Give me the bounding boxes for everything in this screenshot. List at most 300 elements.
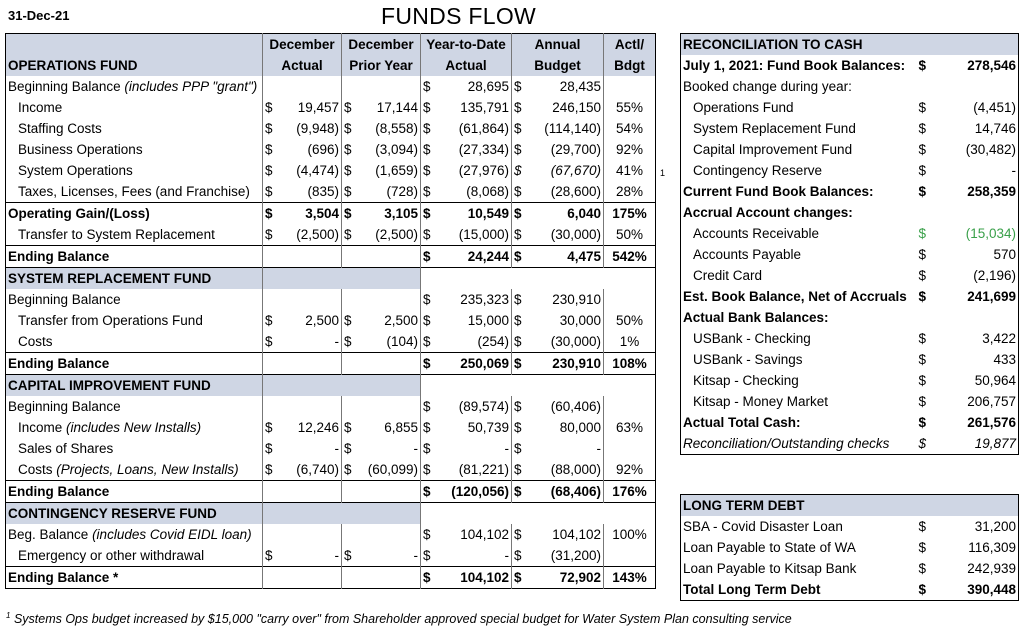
currency-sign: $ (344, 313, 352, 328)
value-cell (263, 160, 342, 181)
currency-sign: $ (514, 441, 522, 456)
row-label: Current Fund Book Balances: (683, 184, 874, 199)
table-row (681, 433, 1019, 455)
table-row (681, 412, 1019, 433)
value-cell (263, 331, 342, 353)
amount: 28,695 (467, 79, 509, 94)
row-label-text: Beginning Balance (8, 79, 125, 94)
table-row (6, 331, 656, 353)
amount: 246,150 (552, 100, 601, 115)
table-row (6, 459, 656, 481)
currency-sign: $ (918, 163, 927, 178)
amount: - (334, 334, 339, 349)
currency-sign: $ (918, 247, 927, 262)
amount: 230,910 (552, 292, 601, 307)
value-cell (263, 289, 342, 310)
currency-sign: $ (918, 58, 927, 73)
amount: 242,939 (967, 561, 1017, 576)
table-row (6, 289, 656, 310)
header-blank (6, 34, 263, 56)
section-blank (263, 375, 421, 397)
currency-sign: $ (423, 420, 431, 435)
amount (941, 307, 1019, 328)
pct-cell: 143% (604, 567, 656, 589)
row-label: Actual Total Cash: (683, 415, 801, 430)
row-label: SBA - Covid Disaster Loan (683, 519, 843, 534)
footnote-text: Systems Ops budget increased by $15,000 "carry over" from Shareholder approved special budget for Water System Plan consulting service (13, 612, 792, 627)
row-label: Credit Card (693, 268, 763, 283)
currency-sign: $ (265, 121, 273, 136)
amount: 116,309 (968, 540, 1017, 555)
currency-sign: $ (918, 226, 927, 241)
pct-cell: 50% (604, 310, 656, 331)
amount: (8,558) (375, 121, 418, 136)
currency-sign (917, 202, 941, 223)
value-cell (263, 481, 342, 503)
currency-sign: $ (423, 100, 431, 115)
row-label: Accounts Payable (693, 247, 802, 262)
amount: 6,040 (567, 206, 601, 221)
currency-sign: $ (423, 184, 431, 199)
amount: 2,500 (384, 313, 418, 328)
pct-cell (604, 289, 656, 310)
row-label-text: Ending Balance * (8, 570, 119, 585)
currency-sign: $ (514, 527, 522, 542)
amount: (2,500) (375, 227, 418, 242)
value-cell (421, 118, 512, 139)
value-cell (512, 438, 604, 459)
value-cell (421, 289, 512, 310)
row-label-text: Transfer from Operations Fund (18, 313, 203, 328)
row-label-text: System Operations (18, 163, 133, 178)
currency-sign: $ (918, 394, 927, 409)
value-cell (263, 203, 342, 225)
value-cell (421, 438, 512, 459)
amount: 135,791 (460, 100, 509, 115)
value-cell (342, 353, 421, 375)
currency-sign: $ (423, 206, 431, 221)
amount: (30,000) (550, 334, 601, 349)
currency-sign: $ (423, 462, 431, 477)
value-cell (263, 524, 342, 545)
value-cell (342, 459, 421, 481)
pct-cell: 108% (604, 353, 656, 375)
row-label: USBank - Savings (693, 352, 803, 367)
amount: - (596, 441, 601, 456)
pct-cell: 1% (604, 331, 656, 353)
section-blank (421, 375, 656, 397)
value-cell (342, 545, 421, 567)
amount: (8,068) (466, 184, 509, 199)
table-row (6, 181, 656, 203)
value-cell (342, 160, 421, 181)
row-label (6, 481, 263, 503)
row-label-text: Ending Balance (8, 484, 110, 499)
value-cell (421, 76, 512, 97)
amount: - (334, 548, 339, 563)
currency-sign: $ (344, 121, 352, 136)
table-row (681, 328, 1019, 349)
value-cell (342, 396, 421, 417)
row-label: Kitsap - Checking (693, 373, 799, 388)
section-blank (263, 503, 421, 525)
amount: (254) (477, 334, 509, 349)
value-cell (421, 481, 512, 503)
amount: (30,482) (965, 142, 1017, 157)
footnote-sup: 1 (6, 611, 11, 620)
row-label (6, 246, 263, 268)
value-cell (512, 459, 604, 481)
header-row-1 (6, 34, 656, 56)
currency-sign: $ (918, 352, 927, 367)
amount: (89,574) (458, 399, 509, 414)
col-header-bottom-3: Budget (512, 55, 604, 76)
amount: (104) (386, 334, 418, 349)
capital-section-header (6, 375, 656, 397)
amount: 17,144 (376, 100, 418, 115)
amount: (27,334) (458, 142, 509, 157)
value-cell (342, 76, 421, 97)
value-cell (263, 139, 342, 160)
amount: 12,246 (297, 420, 339, 435)
replacement-section-header (6, 268, 656, 290)
amount: 390,448 (967, 582, 1017, 597)
currency-sign: $ (514, 356, 522, 371)
currency-sign: $ (344, 142, 352, 157)
table-row (681, 202, 1019, 223)
currency-sign: $ (514, 334, 522, 349)
currency-sign: $ (514, 462, 522, 477)
row-label: Est. Book Balance, Net of Accruals (683, 289, 907, 304)
row-label: Actual Bank Balances: (683, 310, 829, 325)
section-blank (263, 268, 421, 290)
value-cell (342, 331, 421, 353)
amount: (61,864) (458, 121, 509, 136)
table-row (6, 438, 656, 459)
table-row (681, 391, 1019, 412)
amount: 278,546 (967, 58, 1017, 73)
amount: (15,000) (458, 227, 509, 242)
row-label-text: Staffing Costs (18, 121, 102, 136)
amount: - (504, 548, 509, 563)
amount: (67,670) (550, 163, 601, 178)
value-cell (421, 331, 512, 353)
col-header-top-0: December (263, 34, 342, 56)
value-cell (263, 396, 342, 417)
section-blank (421, 503, 656, 525)
amount: 3,105 (384, 206, 418, 221)
amount: 30,000 (559, 313, 601, 328)
col-header-bottom-1: Prior Year (342, 55, 421, 76)
value-cell (512, 331, 604, 353)
amount: (29,700) (550, 142, 601, 157)
pct-cell: 92% (604, 459, 656, 481)
contingency-section-title: CONTINGENCY RESERVE FUND (6, 503, 263, 525)
col-header-bottom-0: Actual (263, 55, 342, 76)
value-cell (512, 76, 604, 97)
amount: 570 (993, 247, 1017, 262)
table-row (681, 97, 1019, 118)
row-label (6, 524, 263, 545)
row-label: July 1, 2021: Fund Book Balances: (683, 58, 906, 73)
currency-sign: $ (514, 206, 522, 221)
pct-cell: 176% (604, 481, 656, 503)
table-row (681, 76, 1019, 97)
value-cell (421, 396, 512, 417)
report-title: FUNDS FLOW (381, 3, 537, 29)
table-row (6, 417, 656, 438)
pct-cell: 175% (604, 203, 656, 225)
section-blank (421, 268, 656, 290)
amount: 15,000 (467, 313, 509, 328)
amount: 24,244 (467, 249, 509, 264)
row-label (6, 203, 263, 225)
amount: (15,034) (965, 226, 1017, 241)
value-cell (421, 353, 512, 375)
amount: 241,699 (967, 289, 1017, 304)
value-cell (421, 181, 512, 203)
currency-sign: $ (514, 313, 522, 328)
col-header-bottom-2: Actual (421, 55, 512, 76)
currency-sign: $ (423, 249, 431, 264)
amount: 6,855 (384, 420, 418, 435)
value-cell (421, 97, 512, 118)
amount: 50,964 (974, 373, 1017, 388)
amount: (728) (386, 184, 418, 199)
currency-sign: $ (265, 548, 273, 563)
row-label-text: Costs (18, 462, 57, 477)
currency-sign: $ (514, 184, 522, 199)
amount: 104,102 (460, 570, 509, 585)
value-cell (263, 417, 342, 438)
value-cell (342, 481, 421, 503)
row-label: Kitsap - Money Market (693, 394, 829, 409)
currency-sign: $ (514, 292, 522, 307)
amount: 250,069 (460, 356, 509, 371)
amount: 2,500 (305, 313, 339, 328)
amount: (4,451) (973, 100, 1017, 115)
value-cell (512, 310, 604, 331)
currency-sign: $ (918, 289, 927, 304)
row-label: Capital Improvement Fund (693, 142, 853, 157)
value-cell (512, 246, 604, 268)
currency-sign: $ (423, 292, 431, 307)
pct-cell: 55% (604, 97, 656, 118)
amount: (120,056) (451, 484, 509, 499)
currency-sign: $ (344, 462, 352, 477)
value-cell (512, 160, 604, 181)
currency-sign (917, 307, 941, 328)
table-row (6, 160, 656, 181)
table-row (681, 370, 1019, 391)
value-cell (512, 396, 604, 417)
value-cell (512, 139, 604, 160)
value-cell (421, 224, 512, 246)
debt-title: LONG TERM DEBT (681, 495, 1019, 517)
currency-sign: $ (344, 163, 352, 178)
row-label: Loan Payable to Kitsap Bank (683, 561, 857, 576)
value-cell (421, 139, 512, 160)
value-cell (342, 289, 421, 310)
amount: (68,406) (550, 484, 601, 499)
table-row (6, 224, 656, 246)
amount: 50,739 (467, 420, 509, 435)
table-row (681, 558, 1019, 579)
amount: 261,576 (967, 415, 1017, 430)
table-row (681, 139, 1019, 160)
value-cell (342, 524, 421, 545)
row-label-text: Taxes, Licenses, Fees (and Franchise) (18, 184, 250, 199)
currency-sign: $ (423, 484, 431, 499)
amount: 235,323 (460, 292, 509, 307)
currency-sign: $ (514, 121, 522, 136)
table-row (6, 139, 656, 160)
row-label (6, 139, 263, 160)
value-cell (512, 524, 604, 545)
value-cell (421, 160, 512, 181)
amount: 19,877 (974, 436, 1017, 451)
row-label-note: (Projects, Loans, New Installs) (56, 462, 239, 477)
pct-cell: 542% (604, 246, 656, 268)
value-cell (342, 118, 421, 139)
replacement-section-title: SYSTEM REPLACEMENT FUND (6, 268, 263, 290)
amount (941, 202, 1019, 223)
value-cell (263, 567, 342, 589)
currency-sign: $ (423, 570, 431, 585)
pct-cell: 54% (604, 118, 656, 139)
currency-sign: $ (918, 582, 927, 597)
currency-sign: $ (423, 399, 431, 414)
pct-cell (604, 438, 656, 459)
currency-sign: $ (918, 184, 927, 199)
pct-cell: 100% (604, 524, 656, 545)
currency-sign: $ (918, 331, 927, 346)
currency-sign: $ (344, 441, 352, 456)
value-cell (342, 203, 421, 225)
value-cell (512, 203, 604, 225)
table-row (681, 55, 1019, 76)
value-cell (263, 438, 342, 459)
amount: 206,757 (967, 394, 1017, 409)
currency-sign: $ (344, 420, 352, 435)
value-cell (421, 417, 512, 438)
currency-sign: $ (918, 142, 927, 157)
col-header-bottom-4: Bdgt (604, 55, 656, 76)
currency-sign: $ (423, 121, 431, 136)
row-label-text: Costs (18, 334, 53, 349)
table-row (6, 524, 656, 545)
capital-section-title: CAPITAL IMPROVEMENT FUND (6, 375, 263, 397)
amount: (30,000) (550, 227, 601, 242)
row-label (6, 76, 263, 97)
value-cell (342, 438, 421, 459)
table-row (6, 203, 656, 225)
amount: 104,102 (552, 527, 601, 542)
operations-section-header (6, 55, 656, 76)
reconciliation-header (681, 34, 1019, 56)
amount: (6,740) (296, 462, 339, 477)
amount: - (1011, 163, 1017, 178)
value-cell (421, 459, 512, 481)
value-cell (342, 224, 421, 246)
value-cell (512, 224, 604, 246)
currency-sign: $ (918, 561, 927, 576)
row-label (6, 181, 263, 203)
table-row (6, 310, 656, 331)
table-row (6, 545, 656, 567)
table-row (681, 537, 1019, 558)
currency-sign: $ (423, 356, 431, 371)
pct-cell: 92% (604, 139, 656, 160)
amount: (60,406) (550, 399, 601, 414)
value-cell (421, 310, 512, 331)
currency-sign: $ (344, 548, 352, 563)
value-cell (512, 97, 604, 118)
value-cell (421, 203, 512, 225)
table-row (681, 349, 1019, 370)
amount: (60,099) (367, 462, 418, 477)
operations-section-title: OPERATIONS FUND (6, 55, 263, 76)
row-label-text: Sales of Shares (18, 441, 114, 456)
funds-flow-table (5, 33, 656, 589)
table-row (681, 307, 1019, 328)
table-row (681, 223, 1019, 244)
long-term-debt-table (680, 494, 1019, 601)
pct-cell: 28% (604, 181, 656, 203)
currency-sign: $ (265, 206, 273, 221)
row-label: USBank - Checking (693, 331, 811, 346)
amount (941, 76, 1019, 97)
currency-sign (917, 76, 941, 97)
amount: 4,475 (567, 249, 601, 264)
currency-sign: $ (514, 79, 522, 94)
row-label-text: Beg. Balance (8, 527, 93, 542)
pct-cell: 41% (604, 160, 656, 181)
currency-sign: $ (423, 527, 431, 542)
row-label (6, 289, 263, 310)
amount: (696) (307, 142, 339, 157)
currency-sign: $ (265, 420, 273, 435)
row-label (6, 310, 263, 331)
amount: 258,359 (967, 184, 1017, 199)
row-label (6, 567, 263, 589)
row-label-text: Operating Gain/(Loss) (8, 206, 150, 221)
col-header-top-2: Year-to-Date (421, 34, 512, 56)
value-cell (342, 310, 421, 331)
row-label (6, 331, 263, 353)
row-label-note: (includes Covid EIDL loan) (92, 527, 252, 542)
row-label-text: Business Operations (18, 142, 143, 157)
value-cell (263, 459, 342, 481)
currency-sign: $ (265, 100, 273, 115)
currency-sign: $ (265, 184, 273, 199)
currency-sign: $ (265, 163, 273, 178)
amount: 14,746 (974, 121, 1017, 136)
table-row (6, 567, 656, 589)
row-label (6, 396, 263, 417)
table-row (681, 265, 1019, 286)
currency-sign: $ (514, 100, 522, 115)
amount: (88,000) (550, 462, 601, 477)
value-cell (512, 353, 604, 375)
currency-sign: $ (423, 79, 431, 94)
row-label-text: Income (18, 420, 67, 435)
row-label-text: Ending Balance (8, 249, 110, 264)
currency-sign: $ (344, 227, 352, 242)
row-label (6, 417, 263, 438)
footnote-marker: 1 (660, 168, 666, 178)
value-cell (421, 246, 512, 268)
